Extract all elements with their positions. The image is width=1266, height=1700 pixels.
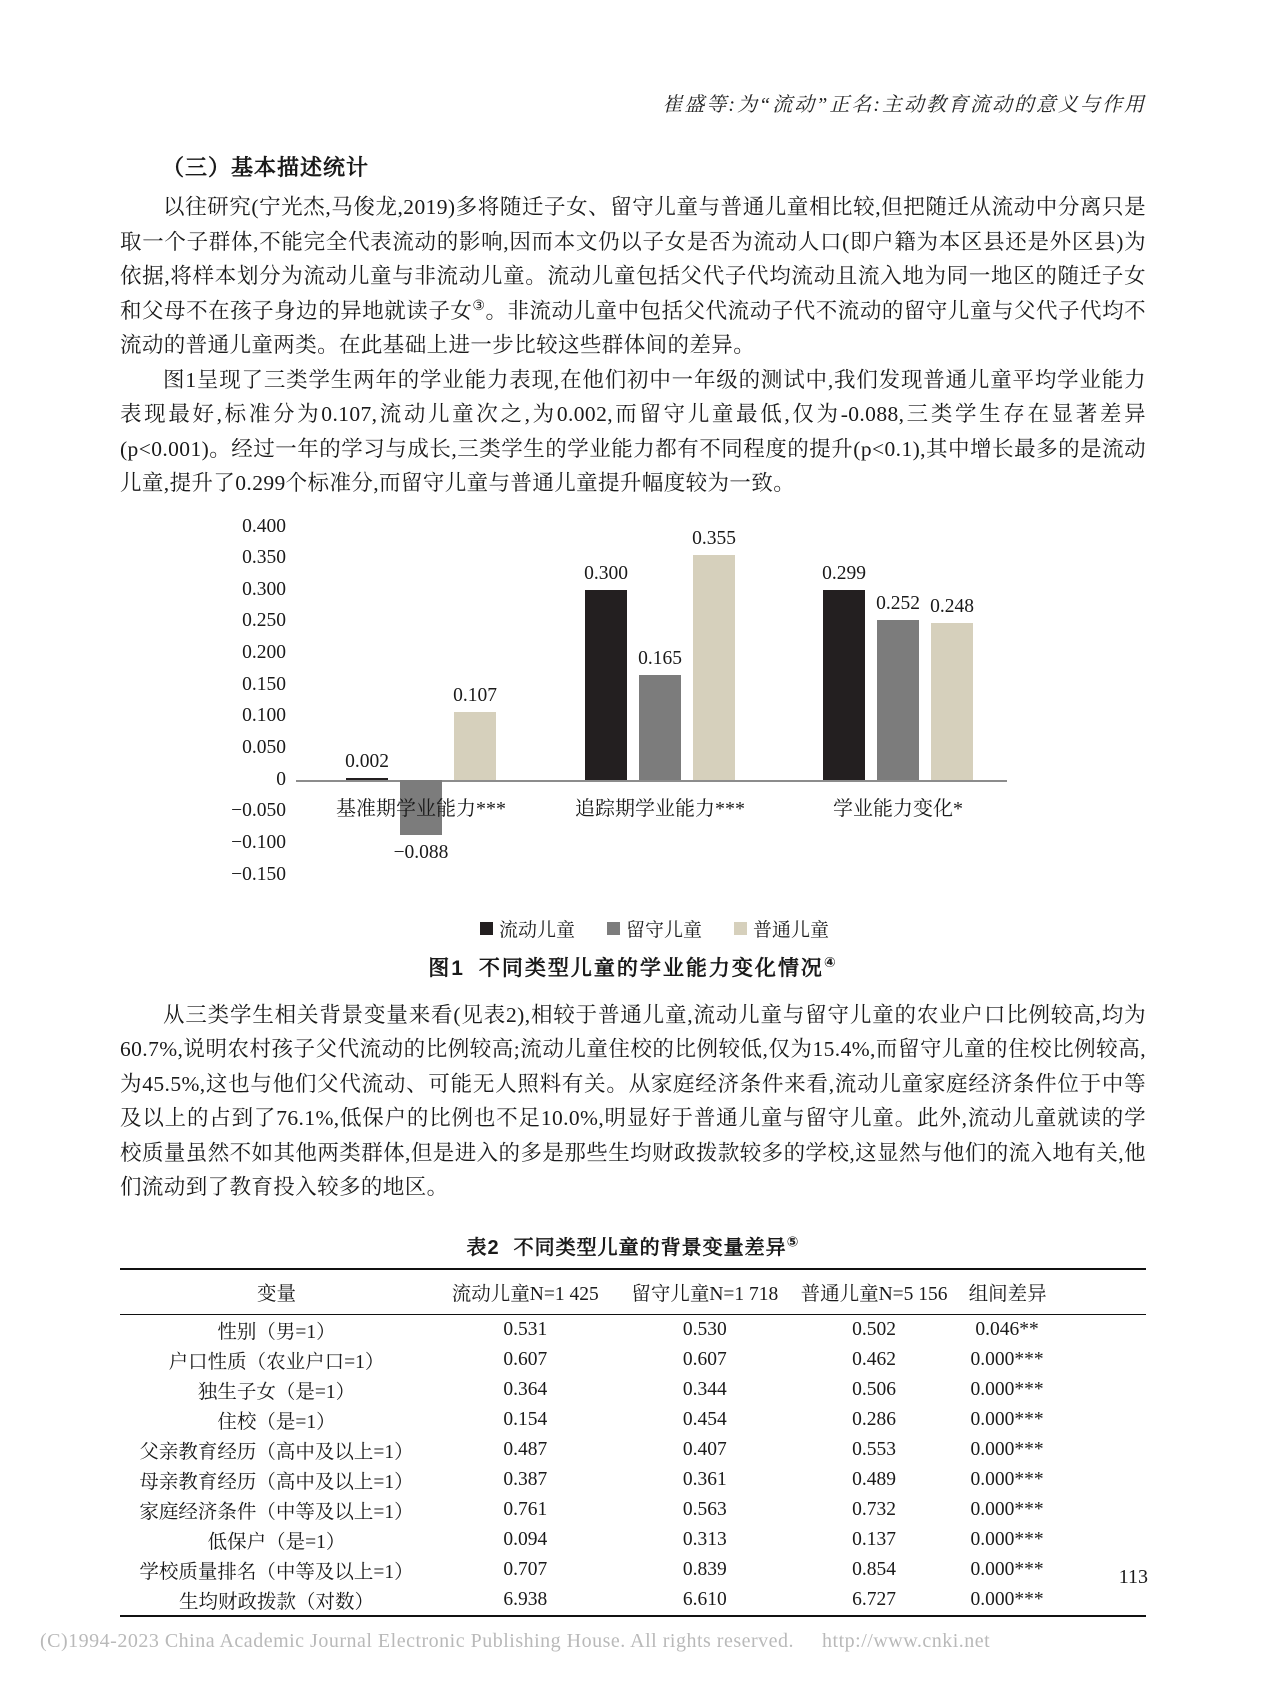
- footnote-marker-5: ⑤: [786, 1232, 800, 1249]
- y-axis-tick-label: 0.050: [242, 736, 286, 758]
- table-row: [120, 1525, 1146, 1555]
- chart-plot: [302, 527, 1007, 875]
- table-body: [120, 1314, 1146, 1616]
- table-row: [120, 1585, 1146, 1616]
- x-axis-category-label: 学业能力变化*: [833, 797, 963, 820]
- bar-value-label: 0.248: [930, 595, 974, 617]
- x-axis-category-label: 追踪期学业能力***: [575, 797, 745, 820]
- column-header: 普通儿童N=5 156: [792, 1269, 956, 1315]
- row-value: 6.938: [503, 1588, 548, 1610]
- row-value: 0.553: [852, 1438, 897, 1460]
- column-header: 组间差异: [956, 1269, 1146, 1315]
- figure-label: 图1: [428, 956, 465, 980]
- y-axis-tick-label: 0: [276, 768, 286, 790]
- row-value: 0.000***: [970, 1498, 1044, 1520]
- figure-caption-text: 不同类型儿童的学业能力变化情况: [478, 956, 824, 980]
- legend-label: 流动儿童: [498, 919, 575, 941]
- row-value: 0.344: [682, 1378, 727, 1400]
- bar-value-label: 0.165: [638, 648, 682, 670]
- bar-group2-流动儿童: [585, 590, 627, 780]
- row-value: 0.839: [682, 1558, 727, 1580]
- bar-value-label: 0.002: [345, 751, 389, 773]
- y-axis-tick-label: −0.100: [231, 831, 286, 853]
- row-value: 0.000***: [970, 1378, 1044, 1400]
- table-row: [120, 1435, 1146, 1465]
- footnote-marker-3: ③: [472, 298, 486, 314]
- row-variable-label: 学校质量排名（中等及以上=1）: [139, 1561, 414, 1583]
- row-value: 0.502: [852, 1318, 897, 1340]
- y-axis-tick-label: 0.100: [242, 705, 286, 727]
- column-header: 流动儿童N=1 425: [433, 1269, 618, 1315]
- row-value: 0.454: [682, 1408, 727, 1430]
- row-value: 0.094: [503, 1528, 548, 1550]
- row-value: 0.530: [682, 1318, 727, 1340]
- bar-group1-普通儿童: [454, 712, 496, 780]
- table-label: 表2: [466, 1236, 500, 1259]
- legend-swatch-icon: [734, 922, 747, 935]
- row-value: 0.487: [503, 1438, 548, 1460]
- legend-item-普通儿童: [734, 915, 829, 942]
- copyright-footer: [40, 1630, 990, 1653]
- y-axis-tick-label: 0.400: [242, 515, 286, 537]
- row-value: 0.154: [503, 1408, 548, 1430]
- table-row: [120, 1314, 1146, 1345]
- bar-value-label: 0.252: [876, 593, 920, 615]
- bar-group2-普通儿童: [693, 555, 735, 780]
- row-variable-label: 低保户（是=1）: [207, 1531, 346, 1553]
- bar-value-label: 0.299: [822, 563, 866, 585]
- copyright-text: (C)1994-2023 China Academic Journal Electronic Publishing House. All rights reserved.: [40, 1630, 795, 1652]
- row-value: 0.607: [682, 1348, 727, 1370]
- paragraph-1-text: 以往研究(宁光杰,马俊龙,2019)多将随迁子女、留守儿童与普通儿童相比较,但把随迁从流动中分离只是取一个子群体,不能完全代表流动的影响,因而本文仍以子女是否为流动人口(即户籍为本区县还是外区县)为依据,将样本划分为流动儿童与非流动儿童。流动儿童包括父代子代均流动且流入地为同一地区的随迁子女和父母不在孩子身边的异地就读子女: [120, 195, 1146, 323]
- bar-group3-留守儿童: [877, 620, 919, 779]
- y-axis-tick-label: 0.300: [242, 578, 286, 600]
- footer-url: http://www.cnki.net: [822, 1630, 991, 1652]
- bar-value-label: −0.088: [393, 842, 449, 864]
- row-value: 0.313: [682, 1528, 727, 1550]
- bar-group3-流动儿童: [823, 590, 865, 779]
- figure-1-bar-chart: [222, 515, 1022, 885]
- chart-legend: [302, 915, 1007, 942]
- chart-y-axis: [222, 515, 294, 885]
- paragraph-1: [120, 190, 1146, 363]
- row-variable-label: 生均财政拨款（对数）: [178, 1591, 374, 1613]
- table-row: [120, 1555, 1146, 1585]
- row-value: 0.462: [852, 1348, 897, 1370]
- row-value: 0.607: [503, 1348, 548, 1370]
- section-heading: （三）基本描述统计: [162, 155, 370, 180]
- table-row: [120, 1375, 1146, 1405]
- bar-group2-留守儿童: [639, 675, 681, 779]
- paragraph-1-continued: 。非流动儿童中包括父代流动子代不流动的留守儿童与父代子代均不流动的普通儿童两类。在此基础上进一步比较这些群体间的差异。: [120, 298, 1146, 357]
- row-value: 0.000***: [970, 1438, 1044, 1460]
- y-axis-tick-label: 0.350: [242, 547, 286, 569]
- y-axis-tick-label: 0.200: [242, 642, 286, 664]
- table-row: [120, 1495, 1146, 1525]
- figure-caption: [120, 952, 1146, 982]
- y-axis-tick-label: −0.050: [231, 800, 286, 822]
- legend-item-流动儿童: [480, 915, 575, 942]
- row-value: 0.000***: [970, 1348, 1044, 1370]
- bar-value-label: 0.300: [584, 562, 628, 584]
- legend-swatch-icon: [607, 922, 620, 935]
- column-header: 变量: [120, 1269, 433, 1315]
- row-value: 6.610: [682, 1588, 727, 1610]
- row-value: 6.727: [852, 1588, 897, 1610]
- column-header: 留守儿童N=1 718: [618, 1269, 792, 1315]
- page-number: 113: [1118, 1566, 1148, 1588]
- bar-group1-流动儿童: [346, 778, 388, 780]
- paragraph-3: 从三类学生相关背景变量来看(见表2),相较于普通儿童,流动儿童与留守儿童的农业户口比例较高,均为60.7%,说明农村孩子父代流动的比例较高;流动儿童住校的比例较低,仅为15.4%,而留守儿童的住校比例较高,为45.5%,这也与他们父代流动、可能无人照料有关。从家庭经济条件来看,流动儿童家庭经济条件位于中等及以上的占到了76.1%,低保户的比例也不足10.0%,明显好于普通儿童与留守儿童。此外,流动儿童就读的学校质量虽然不如其他两类群体,但是进入的多是那些生均财政拨款较多的学校,这显然与他们的流入地有关,他们流动到了教育投入较多的地区。: [120, 1002, 1146, 1199]
- row-variable-label: 户口性质（农业户口=1）: [168, 1351, 385, 1373]
- row-value: 0.364: [503, 1378, 548, 1400]
- running-header: 崔盛等:为“流动”正名:主动教育流动的意义与作用: [662, 94, 1146, 116]
- row-value: 0.137: [852, 1528, 897, 1550]
- paragraph-2: 图1呈现了三类学生两年的学业能力表现,在他们初中一年级的测试中,我们发现普通儿童平均学业能力表现最好,标准分为0.107,流动儿童次之,为0.002,而留守儿童最低,仅为-0.088,三类学生存在显著差异(p<0.001)。经过一年的学习与成长,三类学生的学业能力都有不同程度的提升(p<0.1),其中增长最多的是流动儿童,提升了0.299个标准分,而留守儿童与普通儿童提升幅度较为一致。: [120, 367, 1146, 495]
- row-value: 0.761: [503, 1498, 548, 1520]
- row-value: 0.000***: [970, 1558, 1044, 1580]
- row-value: 0.000***: [970, 1528, 1044, 1550]
- row-value: 0.286: [852, 1408, 897, 1430]
- row-value: 0.854: [852, 1558, 897, 1580]
- legend-label: 普通儿童: [753, 919, 830, 941]
- table-title-text: 不同类型儿童的背景变量差异: [513, 1236, 787, 1259]
- row-value: 0.407: [682, 1438, 727, 1460]
- row-variable-label: 家庭经济条件（中等及以上=1）: [139, 1501, 414, 1523]
- bar-group3-普通儿童: [931, 623, 973, 780]
- bar-value-label: 0.355: [692, 527, 736, 549]
- row-value: 0.732: [852, 1498, 897, 1520]
- row-value: 0.046**: [975, 1318, 1039, 1340]
- row-value: 0.506: [852, 1378, 897, 1400]
- row-variable-label: 住校（是=1）: [217, 1411, 336, 1433]
- footnote-marker-4: ④: [823, 953, 838, 970]
- row-value: 0.489: [852, 1468, 897, 1490]
- y-axis-tick-label: 0.250: [242, 610, 286, 632]
- table-row: [120, 1345, 1146, 1375]
- legend-label: 留守儿童: [625, 919, 702, 941]
- bar-value-label: 0.107: [453, 684, 497, 706]
- legend-swatch-icon: [480, 922, 493, 935]
- table-row: [120, 1465, 1146, 1495]
- y-axis-tick-label: −0.150: [231, 863, 286, 885]
- row-variable-label: 母亲教育经历（高中及以上=1）: [139, 1471, 414, 1493]
- row-value: 0.387: [503, 1468, 548, 1490]
- x-axis-category-label: 基准期学业能力***: [336, 797, 506, 820]
- background-variables-table: [120, 1268, 1146, 1617]
- row-value: 0.531: [503, 1318, 548, 1340]
- row-variable-label: 性别（男=1）: [217, 1321, 336, 1343]
- row-value: 0.000***: [970, 1588, 1044, 1610]
- row-value: 0.000***: [970, 1408, 1044, 1430]
- row-value: 0.563: [682, 1498, 727, 1520]
- row-value: 0.000***: [970, 1468, 1044, 1490]
- table-title: [120, 1231, 1146, 1260]
- y-axis-tick-label: 0.150: [242, 673, 286, 695]
- row-value: 0.707: [503, 1558, 548, 1580]
- row-variable-label: 独生子女（是=1）: [197, 1381, 356, 1403]
- row-value: 0.361: [682, 1468, 727, 1490]
- table-row: [120, 1405, 1146, 1435]
- table-header-row: [120, 1269, 1146, 1315]
- row-variable-label: 父亲教育经历（高中及以上=1）: [139, 1441, 414, 1463]
- legend-item-留守儿童: [607, 915, 702, 942]
